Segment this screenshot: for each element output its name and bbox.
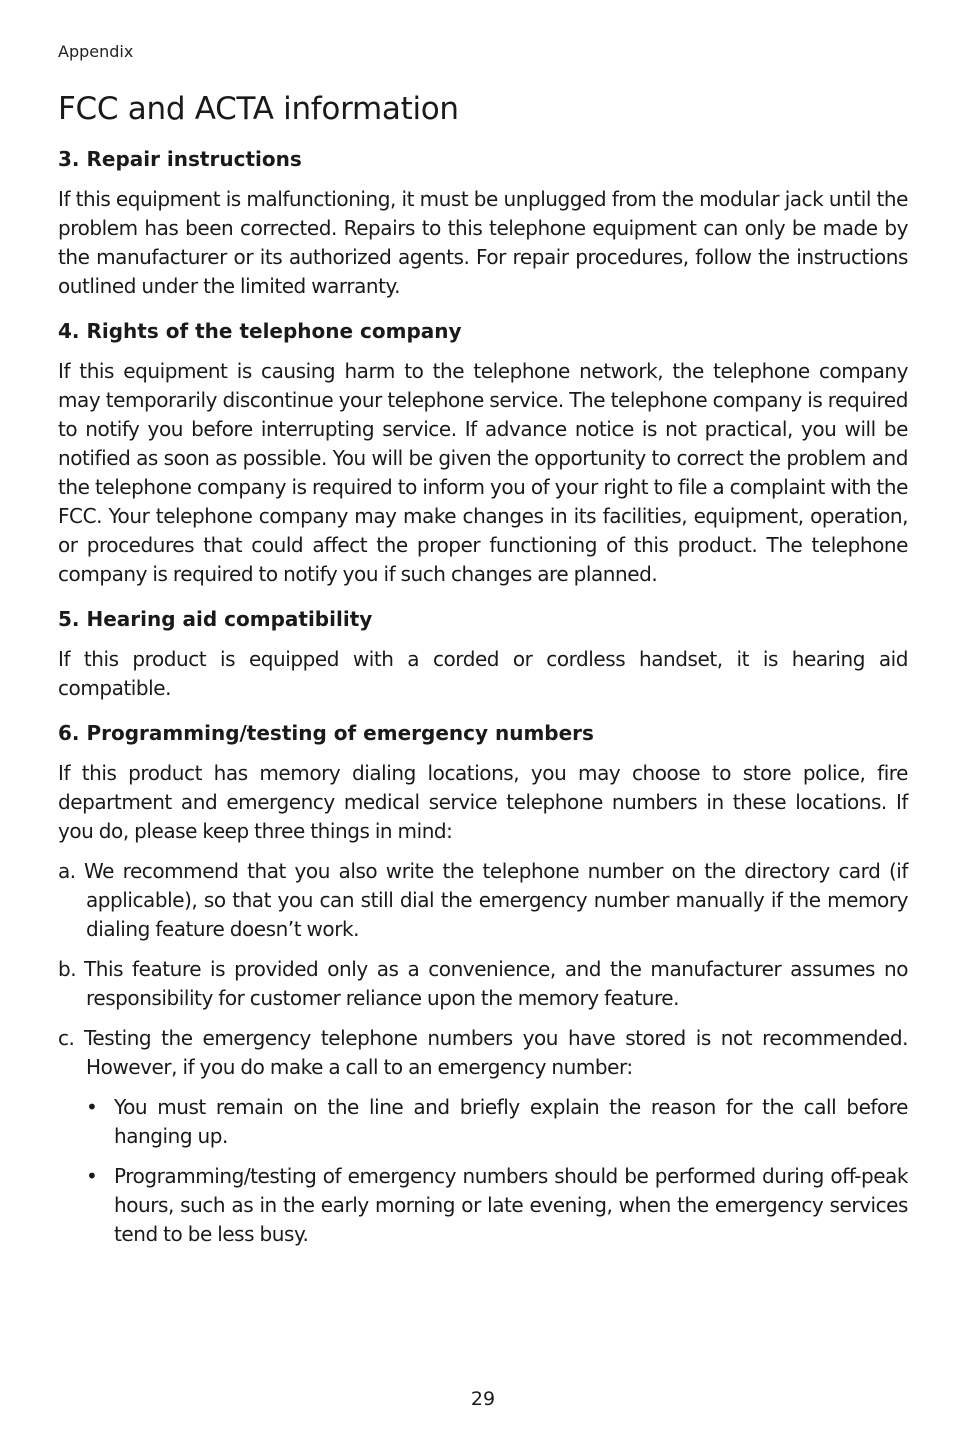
list-item [58,1024,908,1082]
running-head: Appendix [58,42,134,61]
bullet-icon: • [86,1164,98,1188]
item-marker: b. [58,957,77,981]
item-marker: c. [58,1026,75,1050]
bullet-text: Programming/testing of emergency numbers should be performed during off-peak hours, such as in the early morning or late evening, when the emergency services tend to be less busy. [114,1164,908,1246]
bullet-item [86,1162,908,1249]
lettered-list [58,857,908,1082]
section-heading: 5. Hearing aid compatibility [58,607,373,631]
section-rights-of-telephone-company [58,317,908,589]
section-paragraph: If this product is equipped with a corded or cordless handset, it is hearing aid compatible. [58,647,908,700]
item-text: We recommend that you also write the telephone number on the directory card (if applicable), so that you can still dial the emergency number manually if the memory dialing feature doesn’t work. [84,859,908,941]
page-title: FCC and ACTA information [58,91,459,127]
document-page [58,40,908,1249]
item-marker: a. [58,859,76,883]
section-hearing-aid-compatibility [58,605,908,703]
list-item [58,857,908,944]
bullet-icon: • [86,1095,98,1119]
section-emergency-numbers [58,719,908,1249]
item-text: Testing the emergency telephone numbers you have stored is not recommended. However, if you do make a call to an emergency number: [84,1026,908,1079]
item-text: This feature is provided only as a convenience, and the manufacturer assumes no responsibility for customer reliance upon the memory feature. [84,957,908,1010]
bullet-text: You must remain on the line and briefly explain the reason for the call before hanging up. [114,1095,908,1148]
section-paragraph: If this equipment is malfunctioning, it must be unplugged from the modular jack until the problem has been corrected. Repairs to this telephone equipment can only be made by the manufacturer or its authorized agents. For repair procedures, follow the instructions outlined under the limited warranty. [58,187,908,298]
section-heading: 3. Repair instructions [58,147,302,171]
section-paragraph: If this equipment is causing harm to the telephone network, the telephone company may temporarily discontinue your telephone service. The telephone company is required to notify you before interrupting service. If advance notice is not practical, you will be notified as soon as possible. You will be given the opportunity to correct the problem and the telephone company is required to inform you of your right to file a complaint with the FCC. Your telephone company may make changes in its facilities, equipment, operation, or procedures that could affect the proper functioning of this product. The telephone company is required to notify you if such changes are planned. [58,359,908,586]
section-repair-instructions [58,145,908,301]
bullet-item [86,1093,908,1151]
bullet-list [58,1093,908,1249]
list-item [58,955,908,1013]
page-number: 29 [470,1388,496,1410]
section-heading: 6. Programming/testing of emergency numbers [58,721,594,745]
section-paragraph: If this product has memory dialing locations, you may choose to store police, fire department and emergency medical service telephone numbers in these locations. If you do, please keep three things in mind: [58,761,908,843]
section-heading: 4. Rights of the telephone company [58,319,462,343]
